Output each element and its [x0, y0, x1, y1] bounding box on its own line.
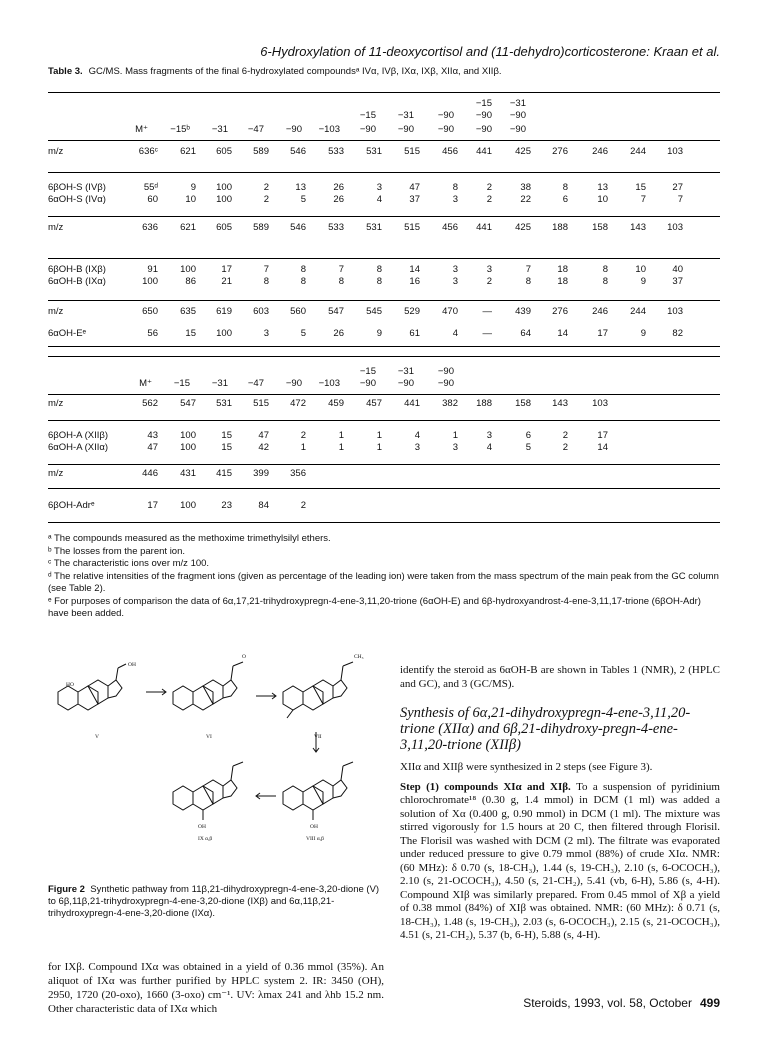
table-row [48, 146, 720, 158]
table-cell: 100 [180, 500, 196, 511]
table-cell: 188 [552, 222, 568, 233]
table-cell: 531 [366, 146, 382, 157]
table-rule [48, 394, 720, 395]
header-cell: −90 [437, 378, 454, 389]
compound-viii-structure [283, 762, 353, 820]
row-label: 6αOH-B (IXα) [48, 276, 106, 287]
footnote-b: ᵇ The losses from the parent ion. [48, 545, 186, 557]
table-cell: 619 [216, 306, 232, 317]
table-cell: 10 [185, 194, 196, 205]
table-cell: 4 [376, 194, 382, 205]
table-row [48, 194, 720, 206]
header-cell: −47 [247, 378, 264, 389]
table-cell: 560 [290, 306, 306, 317]
table-cell: 8 [376, 264, 382, 275]
group-o: O [242, 654, 246, 660]
table-cell: 276 [552, 306, 568, 317]
page-number: 499 [699, 996, 720, 1010]
table-cell: 1 [376, 442, 382, 453]
table-cell: 8 [525, 276, 531, 287]
table-cell: 246 [592, 306, 608, 317]
right-para-1: XIIα and XIIβ were synthesized in 2 steps (see Figure 3). [400, 761, 653, 773]
table-cell: 9 [640, 276, 646, 287]
table-cell: 188 [476, 398, 492, 409]
table-cell: 3 [452, 194, 458, 205]
header-cell: −90 [437, 366, 454, 377]
table-cell: 8 [452, 182, 458, 193]
table-cell: 1 [338, 430, 344, 441]
table-cell: 470 [442, 306, 458, 317]
table-cell: 7 [525, 264, 531, 275]
label-viii: VIII α,β [306, 836, 324, 842]
table-cell: 6 [525, 430, 531, 441]
table-cell: 143 [552, 398, 568, 409]
table-row [48, 500, 720, 512]
label-vi: VI [206, 734, 212, 740]
table-cell: 546 [290, 222, 306, 233]
table-cell: 1 [338, 442, 344, 453]
table-cell: 103 [667, 306, 683, 317]
table-cell: 276 [552, 146, 568, 157]
header-cell: −103 [318, 124, 340, 135]
table-rule [48, 522, 720, 523]
group-ch3: CH₃ [354, 654, 364, 660]
table-cell: 8 [338, 276, 344, 287]
table-cell: 5 [300, 194, 306, 205]
left-column-text: for IXβ. Compound IXα was obtained in a yield of 0.36 mmol (35%). An aliquot of IXα was further purified by HPLC system 2. IR: 3450 (OH), 2950, 1720 (20-oxo), 1660 (3-oxo) cm⁻¹. UV: λmax 241 and λhb 15.2 nm. Other characteristic data of IXα which [48, 961, 384, 1015]
table-row [48, 430, 720, 442]
table-cell: 9 [190, 182, 196, 193]
table-rule [48, 216, 720, 217]
table-cell: 64 [520, 328, 531, 339]
header-cell: −15 [173, 378, 190, 389]
table-cell: 21 [221, 276, 232, 287]
table-cell: 2 [486, 194, 492, 205]
table-cell: 4 [414, 430, 420, 441]
compound-vi-structure [173, 662, 243, 710]
table-cell: 3 [414, 442, 420, 453]
table-cell: 100 [180, 442, 196, 453]
table-cell: 244 [630, 146, 646, 157]
table-cell: — [482, 328, 492, 339]
table-cell: 9 [640, 328, 646, 339]
table-cell: 17 [221, 264, 232, 275]
table-cell: 2 [562, 442, 568, 453]
table-cell: 1 [376, 430, 382, 441]
table-cell: 37 [409, 194, 420, 205]
header-cell: −15 [359, 366, 376, 377]
table-cell: 7 [640, 194, 646, 205]
step-1-text: To a suspension of pyridinium chlorochromate¹⁸ (0.30 g, 1.4 mmol) in DCM (1 ml) was added a solution of Xα (0.400 g, 0.90 mmol) in DCM (1 ml). The mixture was stirred vigorously for 1.5 hours at 20 C, then filtered through Florisil. The Florisil was washed with DCM (2 ml). The filtrate was evaporated under reduced pressure to give 0.79 mmol (88%) of crude XIα. NMR: (60 MHz): δ 0.70 (s, 18-CH₃), 1.44 (s, 19-CH₃), 2.10 (s, 6-OCOCH₃), 2.10 (s, 21-OCOCH₃), 4.50 (s, 21-CH₂), 5.41 (vb, 6-H), 5.86 (s, 4-H). Compound XIβ was similarly prepared. From 0.45 mmol of Xβ a yield of 0.38 mmol (84%) of XIβ was obtained. NMR: (60 MHz): δ 0.71 (s, 18-CH₃), 1.48 (s, 19-CH₃), 2.03 (s, 6-OCOCH₃), 2.15 (s, 21-OCOCH₃), 4.51 (s, 21-CH₂), 5.37 (b, 6-H), 5.88 (s, 4-H). [400, 780, 720, 941]
table-rule [48, 356, 720, 357]
table-cell: 103 [667, 222, 683, 233]
table-cell: 18 [557, 276, 568, 287]
header-cell: −90 [359, 124, 376, 135]
table-row [48, 276, 720, 288]
compound-vii-structure [283, 662, 353, 718]
table-cell: 635 [180, 306, 196, 317]
table-cell: 636ᶜ [138, 146, 158, 157]
table-caption [48, 66, 720, 77]
table-cell: 158 [592, 222, 608, 233]
table-cell: 100 [142, 276, 158, 287]
table-cell: 456 [442, 146, 458, 157]
right-column [400, 664, 720, 949]
table-cell: 60 [147, 194, 158, 205]
table-row [48, 222, 720, 234]
table-cell: 605 [216, 146, 232, 157]
table-cell: 382 [442, 398, 458, 409]
header-cell: −15ᵇ [170, 124, 190, 135]
table-cell: 5 [525, 442, 531, 453]
header-cell: −31 [211, 124, 228, 135]
row-label: 6βOH-A (XIIβ) [48, 430, 109, 441]
table-cell: 621 [180, 146, 196, 157]
table-cell: 143 [630, 222, 646, 233]
table-cell: 47 [409, 182, 420, 193]
step-1-label: Step (1) compounds XIα and XIβ. [400, 780, 571, 793]
label-v: V [95, 734, 99, 740]
table-cell: 17 [147, 500, 158, 511]
table-cell: 246 [592, 146, 608, 157]
table-cell: 100 [180, 430, 196, 441]
table-cell: 4 [486, 442, 492, 453]
table-cell: 441 [404, 398, 420, 409]
table-cell: 8 [562, 182, 568, 193]
table-cell: 61 [409, 328, 420, 339]
table-cell: 533 [328, 146, 344, 157]
table-cell: 546 [290, 146, 306, 157]
table-cell: 38 [520, 182, 531, 193]
table-cell: 3 [452, 264, 458, 275]
table-cell: 515 [253, 398, 269, 409]
table-cell: 15 [185, 328, 196, 339]
table-label: Table 3. [48, 66, 83, 77]
header-cell: −90 [509, 110, 526, 121]
table-cell: 17 [597, 328, 608, 339]
header-cell: −90 [475, 124, 492, 135]
table-cell: 531 [366, 222, 382, 233]
table-cell: 10 [635, 264, 646, 275]
journal-citation: Steroids, 1993, vol. 58, October [523, 996, 692, 1010]
compound-ix-structure [173, 762, 243, 820]
table-cell: 439 [515, 306, 531, 317]
header-cell: −31 [397, 366, 414, 377]
table-cell: 589 [253, 222, 269, 233]
section-title: Synthesis of 6α,21-dihydroxypregn-4-ene-3,11,20-trione (XIIα) and 6β,21-dihydroxy-pregn-4-ene-3,11,20-trione (XIIβ) [400, 705, 691, 753]
header-cell: −31 [509, 98, 526, 109]
table-cell: 17 [597, 430, 608, 441]
table-cell: 42 [258, 442, 269, 453]
table-cell: 7 [677, 194, 683, 205]
table-cell: 26 [333, 328, 344, 339]
table-cell: 547 [328, 306, 344, 317]
footnote-a: ᵃ The compounds measured as the methoxime trimethylsilyl ethers. [48, 533, 331, 544]
table-cell: 515 [404, 222, 420, 233]
table-cell: 2 [562, 430, 568, 441]
header-cell: M⁺ [139, 378, 152, 389]
table-rule [48, 172, 720, 173]
table-cell: 13 [597, 182, 608, 193]
table-cell: 431 [180, 468, 196, 479]
table-cell: 636 [142, 222, 158, 233]
group-oh-ix: OH [198, 824, 206, 830]
table-cell: 3 [486, 264, 492, 275]
table-rule [48, 300, 720, 301]
table-cell: 47 [258, 430, 269, 441]
table-cell: 47 [147, 442, 158, 453]
table-cell: 459 [328, 398, 344, 409]
header-cell: −90 [397, 124, 414, 135]
table-cell: 84 [258, 500, 269, 511]
table-cell: 8 [300, 276, 306, 287]
table-cell: 2 [263, 182, 269, 193]
table-cell: 425 [515, 146, 531, 157]
table-cell: 589 [253, 146, 269, 157]
table-cell: 545 [366, 306, 382, 317]
row-label: 6βOH-Adrᵉ [48, 500, 95, 511]
table-cell: 15 [221, 442, 232, 453]
table-cell: 3 [376, 182, 382, 193]
table-cell: 441 [476, 222, 492, 233]
table-cell: 4 [452, 328, 458, 339]
figure-2-caption-text: Synthetic pathway from 11β,21-dihydroxypregn-4-ene-3,20-dione (V) to 6β,11β,21-trihydroxypregn-4-ene-3,20-dione (IXβ) and 6α,11β,21-trihydroxypregn-4-ene-3,20-dione (IXα). [48, 884, 380, 919]
table-cell: 441 [476, 146, 492, 157]
table-cell: 103 [592, 398, 608, 409]
table-cell: 82 [672, 328, 683, 339]
table-cell: 7 [263, 264, 269, 275]
table-cell: 446 [142, 468, 158, 479]
table-cell: 356 [290, 468, 306, 479]
header-cell: −90 [437, 124, 454, 135]
table-cell: 529 [404, 306, 420, 317]
row-label: 6βOH-S (IVβ) [48, 182, 106, 193]
table-caption-text: GC/MS. Mass fragments of the final 6-hydroxylated compoundsᵃ IVα, IVβ, IXα, IXβ, XIIα, and XIIβ. [88, 66, 502, 77]
table-cell: 103 [667, 146, 683, 157]
header-cell: −15 [359, 110, 376, 121]
table-cell: 3 [452, 276, 458, 287]
row-label: m/z [48, 306, 64, 317]
header-row [48, 378, 720, 390]
table-cell: — [482, 306, 492, 317]
table-cell: 100 [216, 182, 232, 193]
row-label: 6αOH-S (IVα) [48, 194, 106, 205]
header-cell: M⁺ [135, 124, 148, 135]
row-label: m/z [48, 468, 64, 479]
table-row [48, 306, 720, 318]
table-cell: 515 [404, 146, 420, 157]
table-cell: 9 [376, 328, 382, 339]
table-cell: 6 [562, 194, 568, 205]
table-cell: 40 [672, 264, 683, 275]
table-cell: 100 [216, 328, 232, 339]
label-ix: IX α,β [198, 836, 213, 842]
row-label: 6αOH-A (XIIα) [48, 442, 109, 453]
header-row [48, 110, 720, 122]
table-cell: 7 [338, 264, 344, 275]
row-label: m/z [48, 222, 64, 233]
table-cell: 603 [253, 306, 269, 317]
table-cell: 605 [216, 222, 232, 233]
table-cell: 26 [333, 182, 344, 193]
table-cell: 43 [147, 430, 158, 441]
table-cell: 91 [147, 264, 158, 275]
footnote-d: ᵈ The relative intensities of the fragment ions (given as percentage of the leading ion) were taken from the mass spectrum of the main peak from the GC column (see Table 2). [48, 570, 719, 594]
table-cell: 244 [630, 306, 646, 317]
header-cell: −31 [397, 110, 414, 121]
table-rule [48, 258, 720, 259]
header-row [48, 124, 720, 136]
table-row [48, 264, 720, 276]
table-row [48, 398, 720, 410]
table-cell: 10 [597, 194, 608, 205]
table-row [48, 182, 720, 194]
table-cell: 100 [180, 264, 196, 275]
table-cell: 56 [147, 328, 158, 339]
header-cell: −90 [285, 378, 302, 389]
table-cell: 3 [263, 328, 269, 339]
table-cell: 15 [221, 430, 232, 441]
footnote-e: ᵉ For purposes of comparison the data of 6α,17,21-trihydroxypregn-4-ene-3,11,20-trione (6αOH-E) and 6β-hydroxyandrost-4-ene-3,11,17-trione (6βOH-Adr) have been added. [48, 595, 701, 619]
table-cell: 14 [557, 328, 568, 339]
table-cell: 14 [597, 442, 608, 453]
table-cell: 8 [300, 264, 306, 275]
header-row [48, 366, 720, 378]
table-row [48, 328, 720, 340]
table-rule [48, 464, 720, 465]
header-cell: −90 [359, 378, 376, 389]
table-cell: 86 [185, 276, 196, 287]
table-cell: 2 [300, 500, 306, 511]
table-row [48, 468, 720, 480]
table-cell: 457 [366, 398, 382, 409]
synthesis-scheme-drawing [48, 632, 378, 872]
table-cell: 3 [452, 442, 458, 453]
header-cell: −31 [211, 378, 228, 389]
group-oh: OH [128, 662, 136, 668]
table-cell: 37 [672, 276, 683, 287]
table-footnotes [48, 533, 720, 621]
page-footer [464, 996, 720, 1010]
table-rule [48, 420, 720, 421]
table-cell: 399 [253, 468, 269, 479]
step-1-paragraph [400, 781, 720, 943]
header-cell: −90 [509, 124, 526, 135]
table-cell: 621 [180, 222, 196, 233]
figure-2-caption [48, 884, 384, 920]
table-cell: 26 [333, 194, 344, 205]
table-row [48, 442, 720, 454]
table-cell: 533 [328, 222, 344, 233]
table-cell: 2 [486, 276, 492, 287]
table-cell: 8 [263, 276, 269, 287]
table-cell: 100 [216, 194, 232, 205]
row-label: 6αOH-Eᵉ [48, 328, 87, 339]
table-cell: 15 [635, 182, 646, 193]
table-cell: 562 [142, 398, 158, 409]
table-cell: 14 [409, 264, 420, 275]
table-rule [48, 488, 720, 489]
row-label: m/z [48, 146, 64, 157]
table-cell: 13 [295, 182, 306, 193]
group-oh-viii: OH [310, 824, 318, 830]
table-cell: 472 [290, 398, 306, 409]
table-cell: 8 [602, 264, 608, 275]
row-label: 6βOH-B (IXβ) [48, 264, 106, 275]
table-cell: 425 [515, 222, 531, 233]
table-cell: 22 [520, 194, 531, 205]
table-cell: 650 [142, 306, 158, 317]
table-cell: 55ᵈ [143, 182, 158, 193]
table-cell: 23 [221, 500, 232, 511]
table-cell: 2 [300, 430, 306, 441]
table-cell: 547 [180, 398, 196, 409]
table-cell: 2 [263, 194, 269, 205]
table-cell: 1 [300, 442, 306, 453]
header-cell: −15 [475, 98, 492, 109]
table-cell: 16 [409, 276, 420, 287]
table-cell: 2 [486, 182, 492, 193]
table-cell: 27 [672, 182, 683, 193]
table-cell: 3 [486, 430, 492, 441]
label-vii: VII [314, 734, 322, 740]
table-rule [48, 140, 720, 141]
footnote-c: ᶜ The characteristic ions over m/z 100. [48, 558, 210, 569]
table-cell: 456 [442, 222, 458, 233]
header-row [48, 98, 720, 110]
table-cell: 1 [452, 430, 458, 441]
header-cell: −47 [247, 124, 264, 135]
header-cell: −90 [285, 124, 302, 135]
row-label: m/z [48, 398, 64, 409]
header-cell: −90 [475, 110, 492, 121]
table-cell: 415 [216, 468, 232, 479]
table-cell: 8 [602, 276, 608, 287]
figure-2-scheme [48, 632, 378, 872]
group-ho: HO [66, 682, 74, 688]
table-cell: 8 [376, 276, 382, 287]
header-cell: −90 [437, 110, 454, 121]
table-cell: 158 [515, 398, 531, 409]
table-cell: 531 [216, 398, 232, 409]
header-cell: −103 [318, 378, 340, 389]
table-rule [48, 346, 720, 347]
header-cell: −90 [397, 378, 414, 389]
running-head: 6-Hydroxylation of 11-deoxycortisol and (11-dehydro)corticosterone: Kraan et al. [260, 44, 720, 59]
right-intro: identify the steroid as 6αOH-B are shown in Tables 1 (NMR), 2 (HPLC and GC), and 3 (GC/MS). [400, 664, 720, 690]
table-cell: 18 [557, 264, 568, 275]
table-cell: 5 [300, 328, 306, 339]
figure-2-label: Figure 2 [48, 884, 85, 895]
table-rule [48, 92, 720, 93]
